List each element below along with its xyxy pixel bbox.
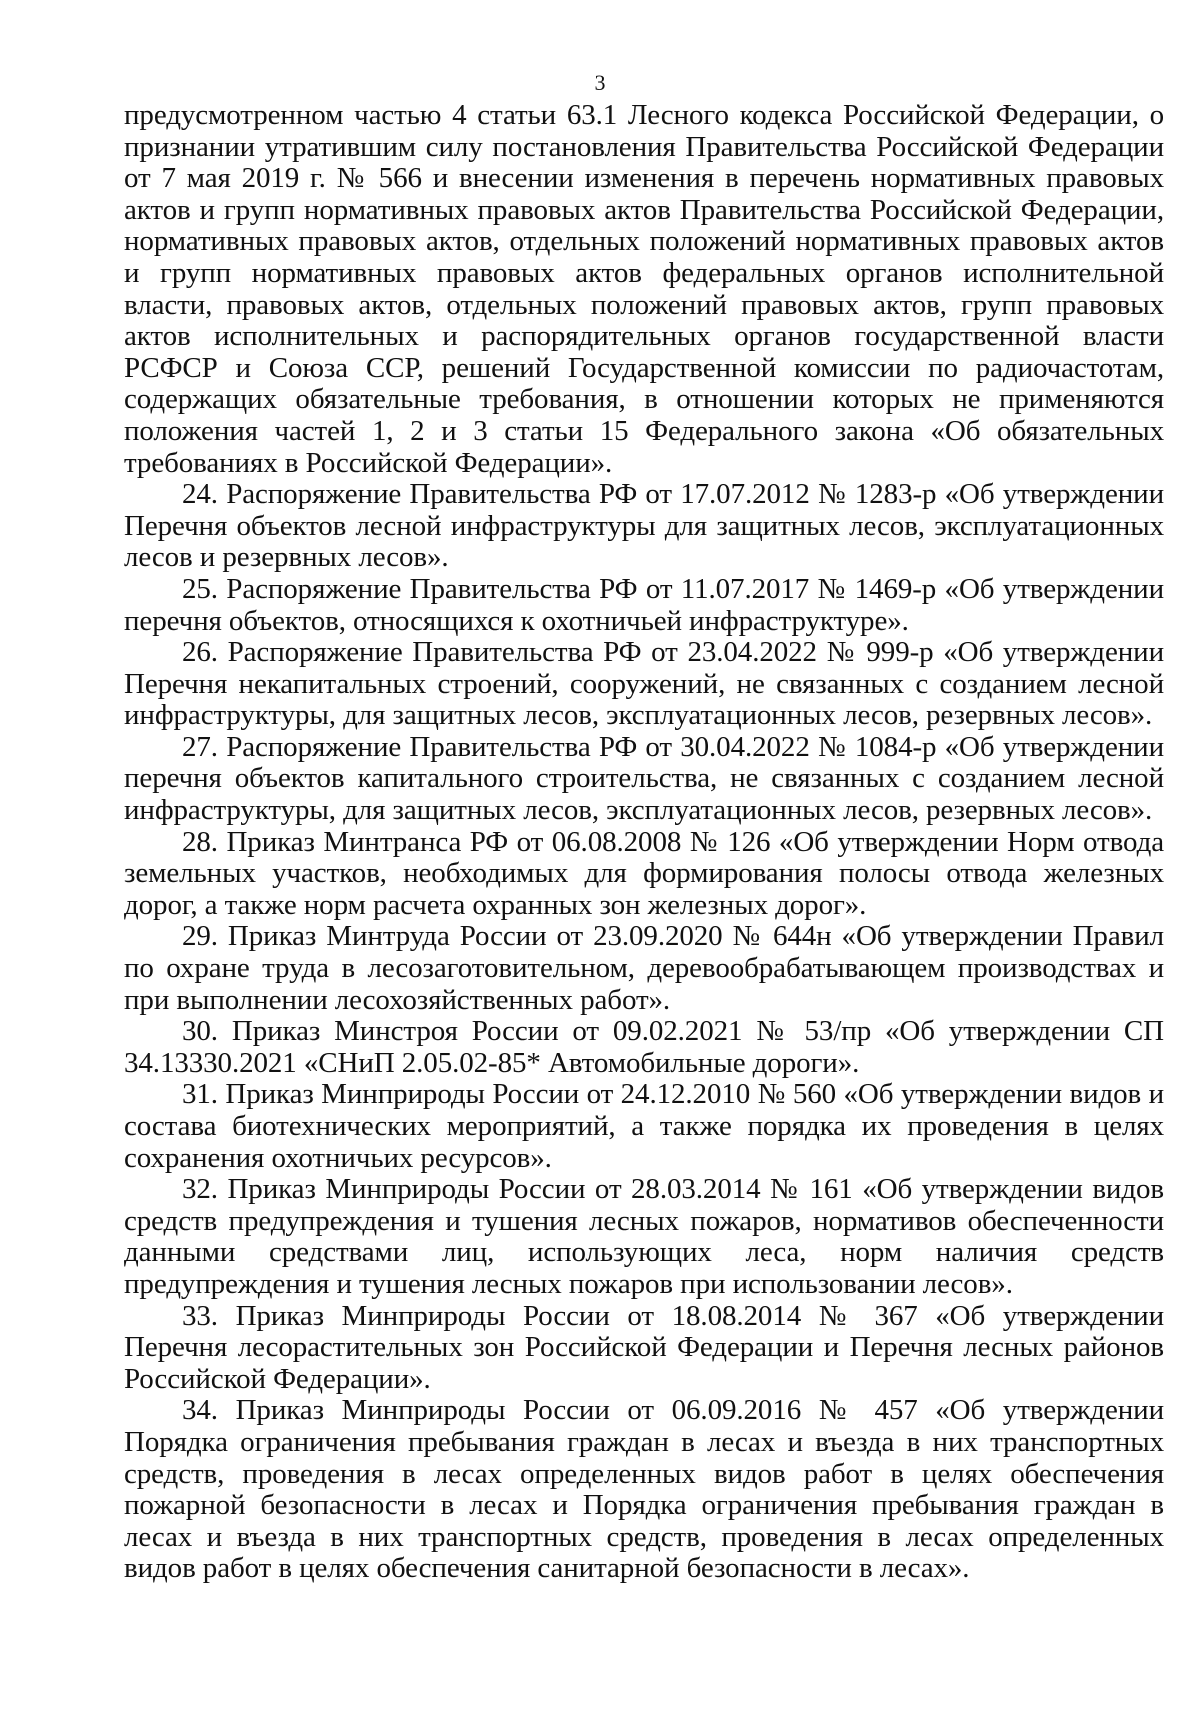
list-item-30: 30. Приказ Минстроя России от 09.02.2021 № 53/пр «Об утверждении СП 34.13330.2021 «СНиП 2.05.02-85* Автомобильные дороги». — [124, 1015, 1164, 1079]
paragraph-continuation: предусмотренном частью 4 статьи 63.1 Лесного кодекса Российской Федерации, о признании утратившим силу постановления Правительства Российской Федерации от 7 мая 2019 г. № 566 и внесении изменения в перечень нормативных правовых актов и групп нормативных правовых актов Правительства Российской Федерации, нормативных правовых актов, отдельных положений нормативных правовых актов и групп нормативных правовых актов федеральных органов исполнительной власти, правовых актов, отдельных положений правовых актов, групп правовых актов исполнительных и распорядительных органов государственной власти РСФСР и Союза ССР, решений Государственной комиссии по радиочастотам, содержащих обязательные требования, в отношении которых не применяются положения частей 1, 2 и 3 статьи 15 Федерального закона «Об обязательных требованиях в Российской Федерации». — [124, 99, 1164, 479]
list-item-33: 33. Приказ Минприроды России от 18.08.2014 № 367 «Об утверждении Перечня лесорастительных зон Российской Федерации и Перечня лесных районов Российской Федерации». — [124, 1299, 1164, 1395]
list-item-25: 25. Распоряжение Правительства РФ от 11.07.2017 № 1469-р «Об утверждении перечня объектов, относящихся к охотничьей инфраструктуре». — [124, 572, 1164, 637]
list-item-29: 29. Приказ Минтруда России от 23.09.2020 № 644н «Об утверждении Правил по охране труда в лесозаготовительном, деревообрабатывающем производствах и при выполнении лесохозяйственных работ». — [124, 920, 1164, 1016]
list-item-26: 26. Распоряжение Правительства РФ от 23.04.2022 № 999-р «Об утверждении Перечня некапитальных строений, сооружений, не связанных с созданием лесной инфраструктуры, для защитных лесов, эксплуатационных лесов, резервных лесов». — [124, 636, 1164, 732]
list-item-27: 27. Распоряжение Правительства РФ от 30.04.2022 № 1084-р «Об утверждении перечня объектов капитального строительства, не связанных с созданием лесной инфраструктуры, для защитных лесов, эксплуатационных лесов, резервных лесов». — [124, 730, 1164, 827]
list-item-24: 24. Распоряжение Правительства РФ от 17.07.2012 № 1283-р «Об утверждении Перечня объектов лесной инфраструктуры для защитных лесов, эксплуатационных лесов и резервных лесов». — [124, 478, 1164, 574]
list-item-34: 34. Приказ Минприроды России от 06.09.2016 № 457 «Об утверждении Порядка ограничения пребывания граждан в лесах и въезда в них транспортных средств, проведения в лесах определенных видов работ в целях обеспечения пожарной безопасности в лесах и Порядка ограничения пребывания граждан в лесах и въезда в них транспортных средств, проведения в лесах определенных видов работ в целях обеспечения санитарной безопасности в лесах». — [124, 1394, 1164, 1585]
page-number: 3 — [594, 70, 606, 95]
list-item-31: 31. Приказ Минприроды России от 24.12.2010 № 560 «Об утверждении видов и состава биотехнических мероприятий, а также порядка их проведения в целях сохранения охотничьих ресурсов». — [124, 1078, 1164, 1174]
list-item-32: 32. Приказ Минприроды России от 28.03.2014 № 161 «Об утверждении видов средств предупреждения и тушения лесных пожаров, нормативов обеспеченности данными средствами лиц, использующих леса, норм наличия средств предупреждения и тушения лесных пожаров при использовании лесов». — [124, 1173, 1164, 1300]
document-body — [124, 100, 1164, 1585]
list-item-28: 28. Приказ Минтранса РФ от 06.08.2008 № 126 «Об утверждении Норм отвода земельных участков, необходимых для формирования полосы отвода железных дорог, а также норм расчета охранных зон железных дорог». — [124, 825, 1164, 921]
